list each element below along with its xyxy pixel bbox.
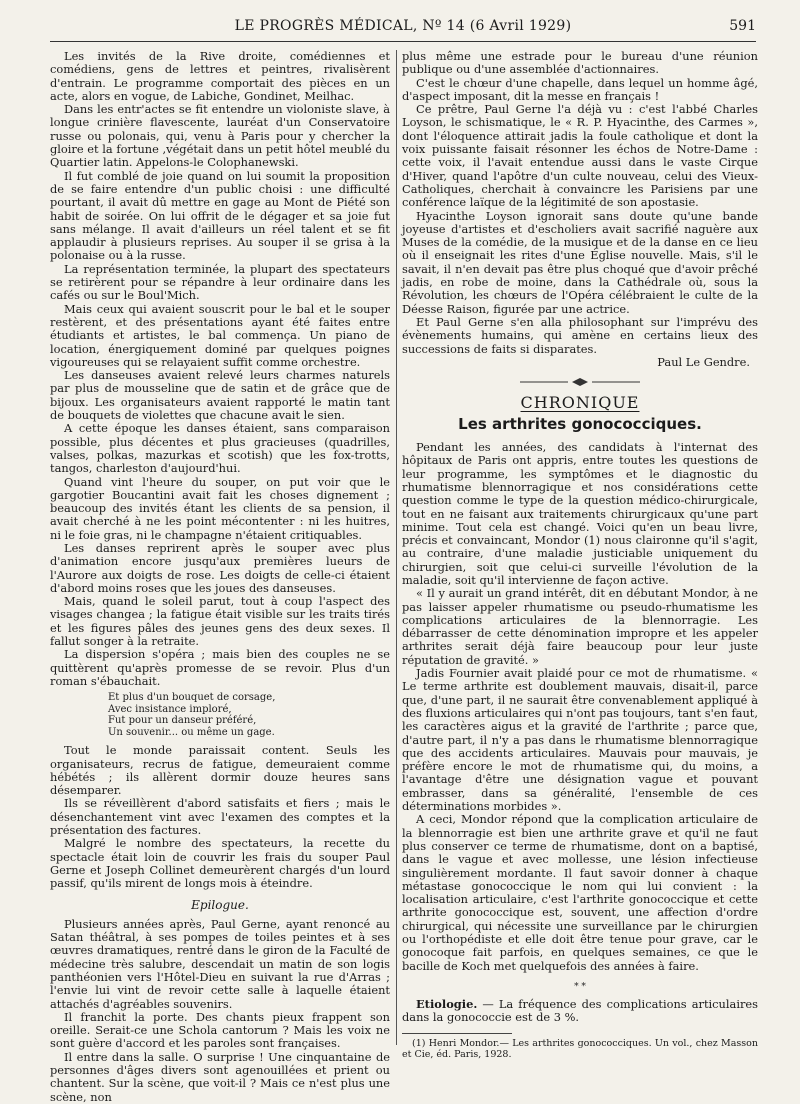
paragraph: Dans les entr'actes se fit entendre un violoniste slave, à longue crinière flavescente, lauréat d'un Conservatoire russe ou polonais, qui, venu à Paris pour y chercher la gloire et la fortune ,végétait dans un petit hôtel meublé du Quartier latin. Appelons-le Colophanewski. [50,102,390,170]
paragraph: Les danses reprirent après le souper avec plus d'animation encore jusqu'aux premières lueurs de l'Aurore aux doigts de rose. Les doigts de celle-ci étaient d'abord moins roses que les joues des danseuses. [50,540,390,595]
paragraph: Ce prêtre, Paul Gerne l'a déjà vu : c'est l'abbé Charles Loyson, le schismatique, le « R. P. Hyacinthe, des Carmes », dont l'éloquence attirait jadis la foule catholique et dont la voix puissante faisait résonner les échos de Notre-Dame : cette voix, il l'avait entendue aussi dans le vaste Cirque d'Hiver, quand l'apôtre d'un culte nouveau, celui des Vieux-Catholiques, cherchait à convaincre les Parisiens par une conférence laïque de la légitimité de son apostasie. [402,102,758,210]
paragraph: Jadis Fournier avait plaidé pour ce mot de rhumatisme. « Le terme arthrite est doublement mauvais, disait-il, parce que, d'une part, il ne saurait être convenablement appliqué à des fluxions articulaires qui n'ont pas toujours, tant s'en faut, les caractères aigus et la gravité de l'arthrite ; parce que, d'autre part, il n'y a pas dans le rhumatisme blennorragique que des accidents articulaires. Mauvais pour mauvais, je préfère encore le mot de rhumatisme qui, du moins, a l'avantage d'être une désignation vague et pouvant embrasser, dans sa généralité, l'ensemble de ces déterminations morbides ». [402,666,758,814]
paragraph: Plusieurs années après, Paul Gerne, ayant renoncé au Satan théâtral, à ses pompes de toiles peintes et à ses œuvres dramatiques, rentré dans le giron de la Faculté de médecine très salubre, descendait un matin de son logis panthéonien vers l'Hôtel-Dieu en suivant la rue d'Arras ; l'envie lui vint de revoir cette salle à laquelle étaient attachés d'agréables souvenirs. [50,916,390,1011]
paragraph: Mais ceux qui avaient souscrit pour le bal et le souper restèrent, et des présentations ayant été faites entre étudiants et artistes, le bal commença. Un piano de location, énergiquement dominé par quelques poignes vigoureuses qui se relayaient suffit comme orchestre. [50,301,390,369]
paragraph: « Il y aurait un grand intérêt, dit en débutant Mondor, à ne pas laisser appeler rhumatisme ou pseudo-rhumatisme les complications articulaires de la blennorragie. Les débarrasser de cette dénomination impropre et les appeler arthrites serait déjà faire beaucoup pour leur juste réputation de gravité. » [402,586,758,667]
etiology-paragraph [402,998,758,1025]
paragraph: Tout le monde paraissait content. Seuls les organisateurs, recrus de fatigue, demeuraient comme hébétés ; ils allèrent dormir douze heures sans désemparer. [50,743,390,798]
paragraph: Ils se réveillèrent d'abord satisfaits et fiers ; mais le désenchantement vint avec l'examen des comptes et la présentation des factures. [50,796,390,838]
paragraph: Pendant les années, des candidats à l'internat des hôpitaux de Paris ont appris, entre toutes les questions de leur programme, les symptômes et le diagnostic du rhumatisme blennorragique et nos considérations cette question comme le type de la question médico-chirurgicale, tout en ne faisant aux traitements chirurgicaux qu'une part minime. Tout cela est changé. Voici qu'en un beau livre, précis et convaincant, Mondor (1) nous claironne qu'il s'agit, au contraire, d'une maladie justiciable uniquement du chirurgien, soit que celui-ci surveille l'évolution de la maladie, soit qu'il intervienne de façon active. [402,440,758,587]
asterism-divider: * * [574,981,586,992]
paragraph: A cette époque les danses étaient, sans comparaison possible, plus décentes et plus gracieuses (quadrilles, valses, polkas, mazurkas et scotish) que les fox-trotts, tangos, charleston d'aujourd'hui. [50,421,390,476]
paragraph: Les invités de la Rive droite, comédiennes et comédiens, gens de lettres et peintres, rivalisèrent d'entrain. Le programme comportait des pièces en un acte, alors en vogue, de Labiche, Gondinet, Meilhac. [50,49,390,103]
ornament-divider [402,377,758,390]
verse-line: Fut pour un danseur préféré, [108,715,257,727]
rubric-heading: CHRONIQUE [520,393,640,413]
paragraph: Mais, quand le soleil parut, tout à coup l'aspect des visages changea ; la fatigue était visible sur les traits tirés et les figures pâles des jeunes gens des deux sexes. Il fallut songer à la retraite. [50,594,390,649]
paragraph: La dispersion s'opéra ; mais bien des couples ne se quittèrent qu'après promesse de se revoir. Plus d'un roman s'ébauchait. [50,647,390,688]
etiology-lead: Etiologie. [416,997,478,1012]
paragraph: Il fut comblé de joie quand on lui soumit la proposition de se faire entendre d'un public choisi : une difficulté pourtant, il avait dû mettre en gage au Mont de Piété son habit de soirée. On lui offrit de le dégager et sa joie fut sans mélange. Il avait d'ailleurs un réel talent et se fit applaudir à plusieurs reprises. Au souper il se grisa à la polonaise ou à la russe. [50,168,390,263]
verse-line: Un souvenir... ou même un gage. [108,726,275,738]
paragraph: plus même une estrade pour le bureau d'une réunion publique ou d'une assemblée d'actionnaires. [402,49,758,77]
footnote: (1) Henri Mondor.— Les arthrites gonococciques. Un vol., chez Masson et Cie, éd. Paris, 1928. [402,1037,758,1060]
verse-block [108,692,390,738]
right-column [402,50,758,1060]
paragraph: Hyacinthe Loyson ignorait sans doute qu'une bande joyeuse d'artistes et d'escholiers avait sacrifié naguère aux Muses de la comédie, de la musique et de la danse en ce lieu où il enseignait les rites d'une Église nouvelle. Mais, s'il le savait, il n'en devait pas être plus choqué que d'avoir prêché jadis, en robe de moine, dans la Cathédrale où, sous la Révolution, les chœurs de l'Opéra célébraient le culte de la Déesse Raison, figurée par une actrice. [402,208,758,316]
paragraph: Il entre dans la salle. O surprise ! Une cinquantaine de personnes d'âges divers sont agenouillées et prient ou chantent. Sur la scène, que voit-il ? Mais ce n'est plus une scène, non [50,1049,390,1104]
footnote-rule [402,1033,512,1034]
paragraph: Il franchit la porte. Des chants pieux frappent son oreille. Serait-ce une Schola cantorum ? Mais les voix ne sont guère d'accord et les paroles sont françaises. [50,1009,390,1051]
page-number: 591 [729,18,756,34]
verse-line: Avec insistance imploré, [108,703,232,715]
article-title: Les arthrites gonococciques. [458,414,702,433]
running-title: LE PROGRÈS MÉDICAL, Nº 14 (6 Avril 1929) [234,18,572,34]
left-column [50,50,390,1104]
paragraph: La représentation terminée, la plupart des spectateurs se retirèrent pour se répandre à leur ordinaire dans les cafés ou sur le Boul'Mich. [50,261,390,303]
verse-line: Et plus d'un bouquet de corsage, [108,692,276,704]
paragraph: Malgré le nombre des spectateurs, la recette du spectacle était loin de couvrir les frais du souper Paul Gerne et Joseph Collinet demeurèrent chargés d'un lourd passif, qu'ils mirent de longs mois à éteindre. [50,836,390,891]
paragraph: Et Paul Gerne s'en alla philosophant sur l'imprévu des évènements humains, qui amène en certains lieux des successions de faits si disparates. [402,314,758,356]
etiology-text: — La fréquence des complications articulaires dans la gonococcie est de 3 %. [402,997,758,1025]
paragraph: Les danseuses avaient relevé leurs charmes naturels par plus de mousseline que de satin et de grâce que de bijoux. Les organisateurs avaient rapporté le matin tant de bouquets de violettes que chacune avait le sien. [50,368,390,423]
epilogue-heading: Epilogue. [191,897,249,912]
author-signature: Paul Le Gendre. [657,354,750,369]
column-divider [396,50,397,1045]
paragraph: C'est le chœur d'une chapelle, dans lequel un homme âgé, d'aspect imposant, dit la messe en français ! [402,75,758,103]
paragraph: A ceci, Mondor répond que la complication articulaire de la blennorragie est bien une arthrite grave et qu'il ne faut plus conserver ce terme de rhumatisme, dont on a baptisé, dans le vague et avec mollesse, une lésion infectieuse singulièrement mordante. Il faut savoir donner à chaque métastase gonococcique le nom qui lui convient : la localisation articulaire, c'est l'arthrite gonococcique et cette arthrite gonococcique est, souvent, une affection d'ordre chirurgical, qui nécessite une surveillance par le chirurgien ou l'orthopédiste et elle doit être tenue pour grave, car le gonocoque fait parfois, en quelques semaines, ce que le bacille de Koch met quelquefois des années à faire. [402,812,758,973]
ornament-rule-icon [520,377,640,387]
paragraph: Quand vint l'heure du souper, on put voir que le gargotier Boucantini avait fait les choses dignement ; beaucoup des invités étant les clients de sa pension, il avait cherché à ne les point mécontenter : ni les huitres, ni le foie gras, ni le champagne n'étaient critiquables. [50,474,390,542]
running-header [50,15,756,42]
